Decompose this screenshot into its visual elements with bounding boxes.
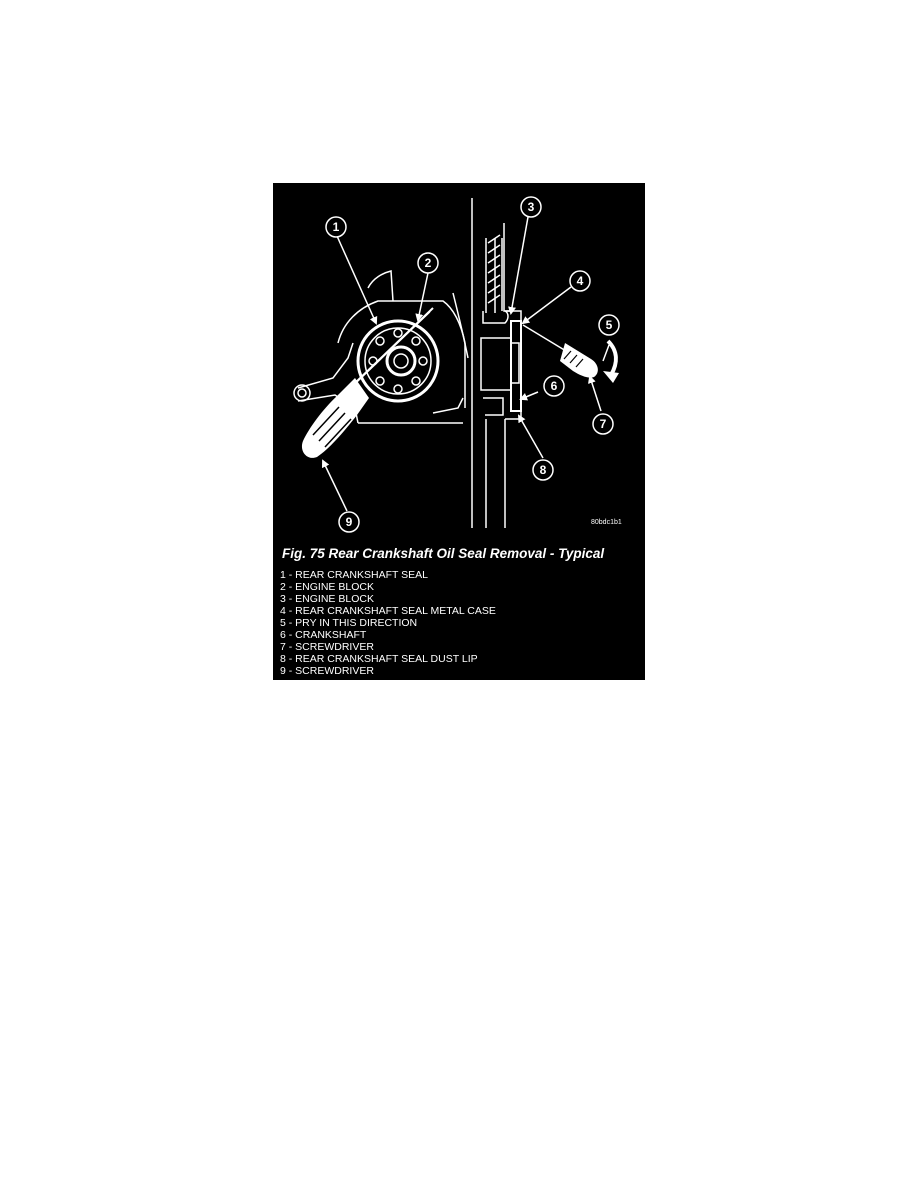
figure-panel (273, 183, 645, 680)
svg-text:5: 5 (605, 318, 613, 332)
callout-3 (521, 197, 541, 217)
legend-item: 3 - ENGINE BLOCK (280, 593, 374, 605)
svg-text:2: 2 (424, 256, 432, 270)
callout-2 (418, 253, 438, 273)
callout-6 (544, 376, 564, 396)
legend-item: 2 - ENGINE BLOCK (280, 581, 374, 593)
legend-item: 7 - SCREWDRIVER (280, 641, 374, 653)
legend-item: 5 - PRY IN THIS DIRECTION (280, 617, 418, 629)
callout-7 (593, 414, 613, 434)
legend-item: 9 - SCREWDRIVER (280, 665, 374, 677)
figure-caption: Fig. 75 Rear Crankshaft Oil Seal Removal - Typical (282, 546, 605, 561)
callout-1 (326, 217, 346, 237)
legend-item: 8 - REAR CRANKSHAFT SEAL DUST LIP (280, 653, 478, 665)
svg-text:6: 6 (550, 379, 558, 393)
svg-text:8: 8 (539, 463, 547, 477)
callout-8 (533, 460, 553, 480)
illustration (273, 183, 645, 543)
legend-item: 4 - REAR CRANKSHAFT SEAL METAL CASE (280, 605, 496, 617)
legend-item: 1 - REAR CRANKSHAFT SEAL (280, 569, 429, 581)
svg-text:9: 9 (345, 515, 353, 529)
svg-text:3: 3 (527, 200, 535, 214)
engine-rear-view (294, 271, 468, 423)
svg-text:7: 7 (599, 417, 607, 431)
legend-item: 6 - CRANKSHAFT (280, 629, 367, 641)
callout-5 (599, 315, 619, 335)
callout-4 (570, 271, 590, 291)
callout-9 (339, 512, 359, 532)
screwdriver-handle-left (302, 378, 369, 458)
legend-list (280, 569, 496, 677)
svg-text:1: 1 (332, 220, 340, 234)
image-code: 80bdc1b1 (591, 519, 622, 526)
screwdriver-handle-right (560, 343, 598, 378)
rear-crankshaft-seal (358, 321, 438, 401)
svg-text:4: 4 (576, 274, 584, 288)
